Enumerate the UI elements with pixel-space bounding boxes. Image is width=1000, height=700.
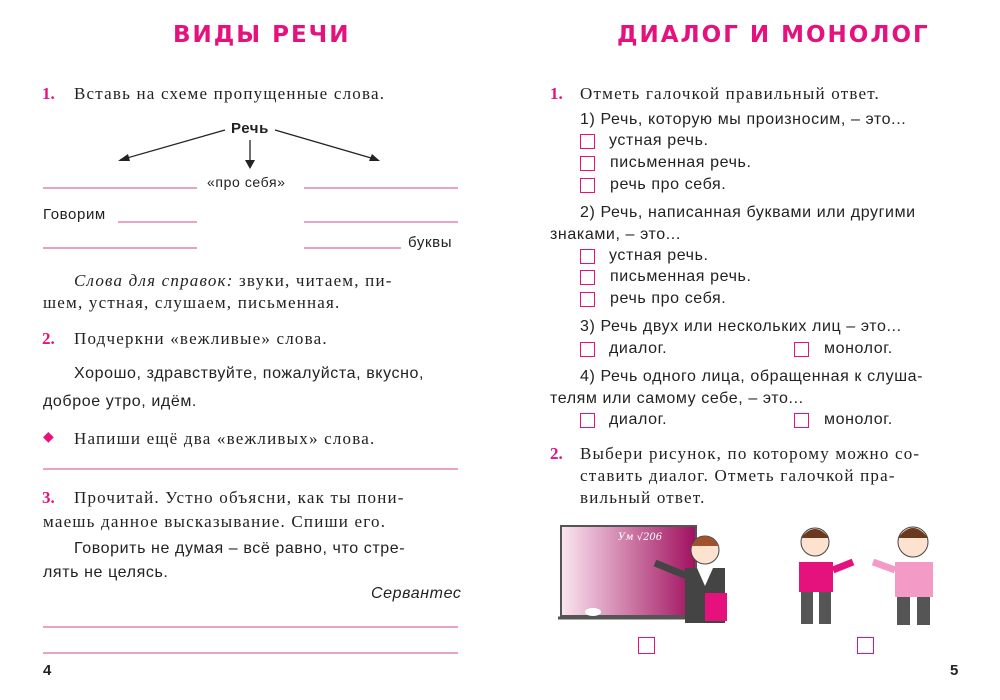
checkbox[interactable] — [580, 270, 595, 285]
checkbox[interactable] — [580, 342, 595, 357]
board-text: Ум √206 — [618, 532, 663, 543]
answer-line[interactable] — [43, 626, 458, 628]
words: Хорошо, здравствуйте, пожалуйста, вкусно, — [74, 365, 425, 382]
hint-label: Слова для справок: — [74, 271, 234, 290]
scheme-bukvy: буквы — [408, 234, 453, 251]
answer-line[interactable] — [118, 221, 197, 223]
question: 1) Речь, которую мы произносим, – это... — [580, 111, 907, 128]
answer-line[interactable] — [43, 247, 197, 249]
page-number: 5 — [950, 662, 959, 679]
task-number: 1. — [42, 84, 55, 103]
option-label: речь про себя. — [610, 176, 727, 193]
answer-line[interactable] — [43, 468, 458, 470]
question: телям или самому себе, – это... — [550, 390, 804, 407]
option-label: письменная речь. — [610, 268, 752, 285]
page-number: 4 — [43, 662, 52, 679]
task-number: 2. — [42, 329, 55, 348]
quote-author: Сервантес — [371, 585, 462, 602]
checkbox[interactable] — [580, 134, 595, 149]
option-label: устная речь. — [609, 132, 709, 149]
hint-words: звуки, читаем, пи- — [239, 271, 393, 290]
words: доброе утро, идём. — [43, 393, 197, 410]
option-label: устная речь. — [609, 247, 709, 264]
task-text: Напиши ещё два «вежливых» слова. — [74, 429, 376, 448]
checkbox[interactable] — [580, 156, 595, 171]
checkbox[interactable] — [580, 249, 595, 264]
task-text: Вставь на схеме пропущенные слова. — [74, 84, 386, 103]
page-title-right: ДИАЛОГ И МОНОЛОГ — [617, 22, 930, 48]
two-children-picture — [785, 522, 955, 630]
option-label: монолог. — [824, 340, 893, 357]
option-label: диалог. — [609, 340, 668, 357]
task-text: маешь данное высказывание. Спиши его. — [43, 512, 387, 531]
task-text: ставить диалог. Отметь галочкой пра- — [580, 466, 896, 485]
question: 4) Речь одного лица, обращенная к слуша- — [580, 368, 924, 385]
answer-line[interactable] — [304, 247, 401, 249]
page-title-left: ВИДЫ РЕЧИ — [173, 22, 351, 48]
task-text: Выбери рисунок, по которому можно со- — [580, 444, 921, 463]
answer-line[interactable] — [43, 187, 197, 189]
hint-words: шем, устная, слушаем, письменная. — [43, 293, 341, 312]
scheme-govorim: Говорим — [43, 206, 106, 223]
option-label: монолог. — [824, 411, 893, 428]
task-number: 3. — [42, 488, 55, 507]
task-number: 1. — [550, 84, 563, 103]
task-text: Подчеркни «вежливые» слова. — [74, 329, 328, 348]
task-text: вильный ответ. — [580, 488, 706, 507]
checkbox[interactable] — [638, 637, 655, 654]
task-text: Отметь галочкой правильный ответ. — [580, 84, 880, 103]
checkbox[interactable] — [580, 413, 595, 428]
hint — [74, 271, 393, 291]
quote: лять не целясь. — [43, 564, 169, 581]
checkbox[interactable] — [794, 413, 809, 428]
question: 3) Речь двух или нескольких лиц – это... — [580, 318, 902, 335]
scheme-root: Речь — [231, 120, 269, 137]
answer-line[interactable] — [304, 221, 458, 223]
checkbox[interactable] — [794, 342, 809, 357]
question: 2) Речь, написанная буквами или другими — [580, 204, 916, 221]
answer-line[interactable] — [304, 187, 458, 189]
question: знаками, – это... — [550, 226, 681, 243]
option-label: речь про себя. — [610, 290, 727, 307]
task-text: Прочитай. Устно объясни, как ты пони- — [74, 488, 405, 507]
option-label: диалог. — [609, 411, 668, 428]
option-label: письменная речь. — [610, 154, 752, 171]
checkbox[interactable] — [580, 292, 595, 307]
quote: Говорить не думая – всё равно, что стре- — [74, 540, 406, 557]
scheme-middle: «про себя» — [207, 174, 286, 190]
task-number: 2. — [550, 444, 563, 463]
checkbox[interactable] — [580, 178, 595, 193]
answer-line[interactable] — [43, 652, 458, 654]
diamond-icon: ◆ — [43, 430, 54, 445]
checkbox[interactable] — [857, 637, 874, 654]
